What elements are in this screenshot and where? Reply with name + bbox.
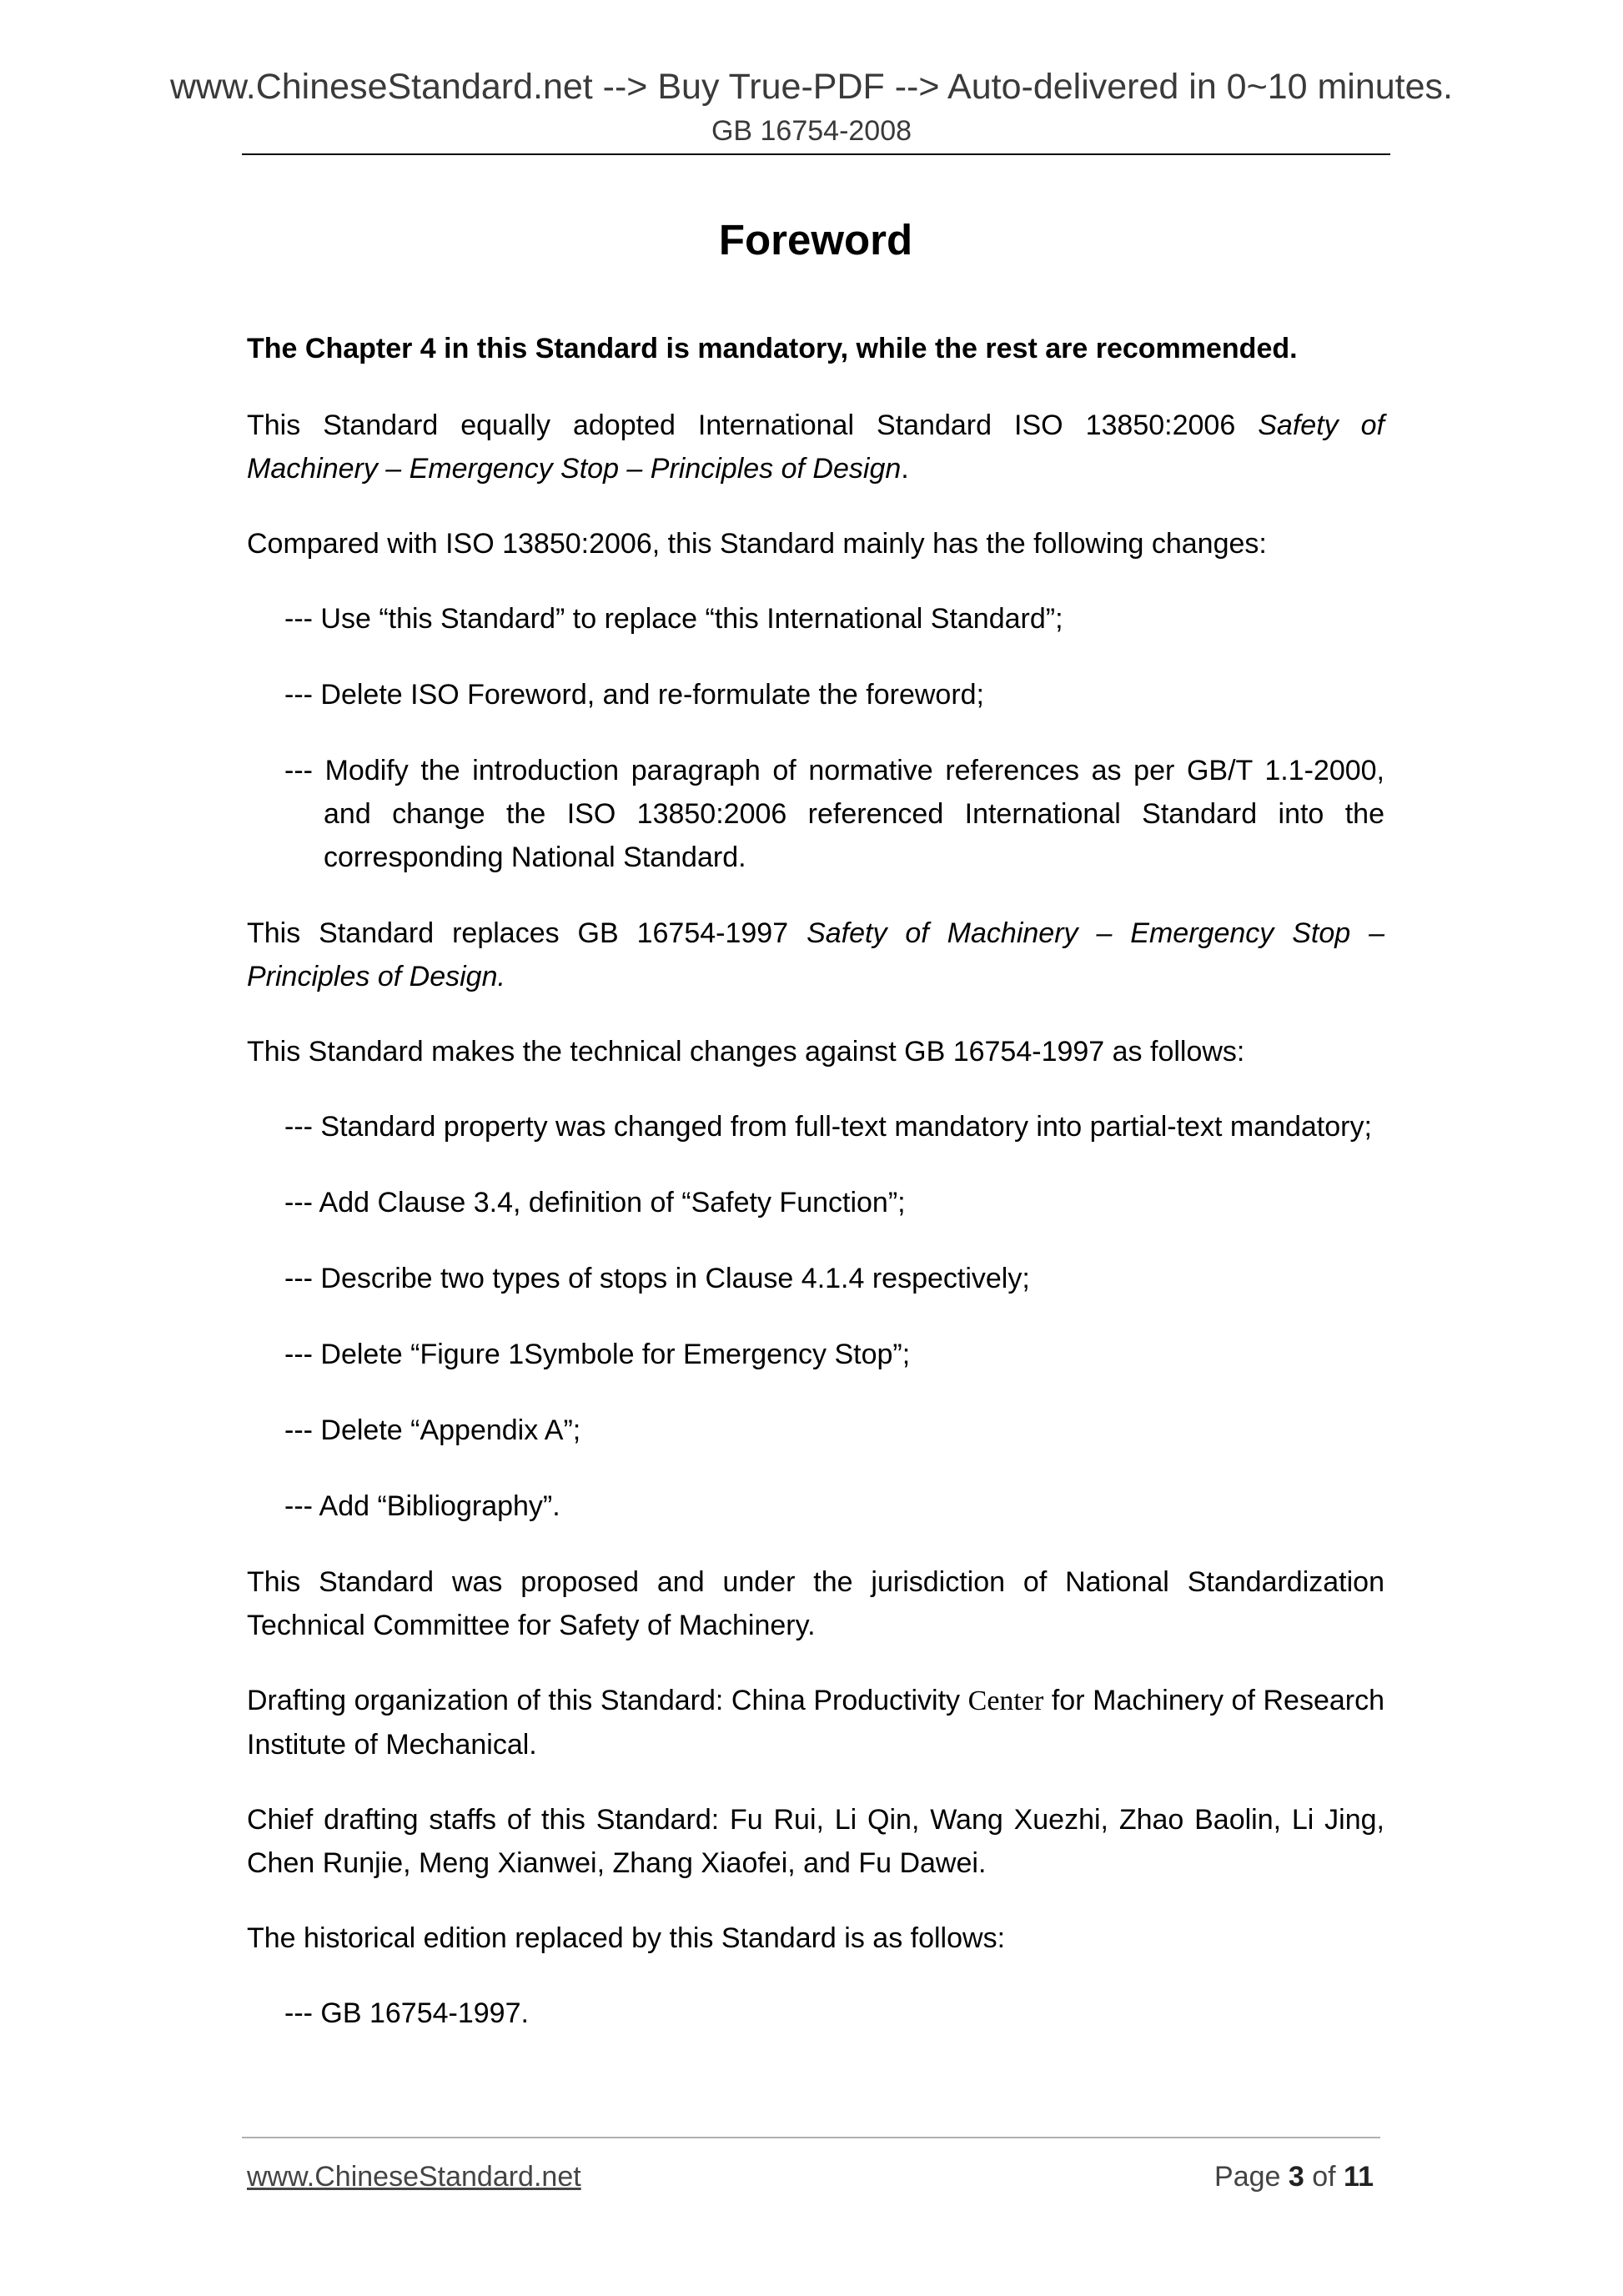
footer-divider: [242, 2137, 1380, 2138]
replacement-paragraph: [247, 912, 1384, 998]
website-link[interactable]: www.ChineseStandard.net: [247, 2161, 581, 2193]
list-item: --- Delete ISO Foreword, and re-formulate the foreword;: [284, 679, 984, 711]
iso-changes-intro: Compared with ISO 13850:2006, this Standard mainly has the following changes:: [247, 528, 1267, 560]
list-item: --- GB 16754-1997.: [284, 1997, 529, 2029]
replacement-text: This Standard replaces GB 16754-1997: [247, 917, 807, 949]
list-item: --- Delete “Figure 1Symbole for Emergency Stop”;: [284, 1339, 911, 1370]
list-item: --- Delete “Appendix A”;: [284, 1414, 581, 1446]
replaced-standard-title: Safety of Machinery – Emergency Stop – Principles of Design.: [247, 917, 1384, 992]
drafting-org-text-a: Drafting organization of this Standard: China Productivity: [247, 1685, 968, 1716]
list-item: --- Add “Bibliography”.: [284, 1490, 560, 1522]
adopted-standard-title: Safety of Machinery – Emergency Stop – Principles of Design: [247, 409, 1384, 485]
page-header: [0, 62, 1623, 150]
adoption-text: This Standard equally adopted International Standard ISO 13850:2006: [247, 409, 1259, 441]
drafting-org-text-b: for Machinery of Research Institute of Mechanical.: [247, 1685, 1384, 1761]
drafting-org-center-word: Center: [967, 1686, 1044, 1716]
page-of: of: [1304, 2161, 1344, 2193]
header-divider: [242, 153, 1390, 155]
header-banner: www.ChineseStandard.net --> Buy True-PDF --> Auto-delivered in 0~10 minutes.: [169, 67, 1453, 107]
page-title: Foreword: [718, 216, 913, 264]
jurisdiction-paragraph: This Standard was proposed and under the jurisdiction of National Standardization Technical Committee for Safety of Machinery.: [247, 1566, 1384, 1641]
drafting-staff-paragraph: Chief drafting staffs of this Standard: Fu Rui, Li Qin, Wang Xuezhi, Zhao Baolin, Li Jing, Chen Runjie, Meng Xianwei, Zhang Xiaofei, and Fu Dawei.: [247, 1804, 1384, 1879]
page-label: Page: [1214, 2161, 1289, 2193]
document-body: [247, 200, 1384, 2067]
total-pages: 11: [1344, 2161, 1374, 2193]
page-number: [1214, 2156, 1374, 2198]
technical-changes-intro: This Standard makes the technical changes against GB 16754-1997 as follows:: [247, 1036, 1245, 1068]
current-page: 3: [1288, 2161, 1304, 2193]
list-item: --- Add Clause 3.4, definition of “Safety Function”;: [284, 1187, 906, 1218]
drafting-organization-paragraph: [247, 1679, 1384, 1766]
list-item: --- Standard property was changed from full-text mandatory into partial-text mandatory;: [284, 1111, 1372, 1143]
adoption-end: .: [901, 453, 909, 485]
list-item: --- Use “this Standard” to replace “this International Standard”;: [284, 603, 1063, 635]
list-item: --- Describe two types of stops in Clause 4.1.4 respectively;: [284, 1263, 1030, 1294]
mandatory-statement: The Chapter 4 in this Standard is mandatory, while the rest are recommended.: [247, 333, 1298, 364]
history-intro: The historical edition replaced by this Standard is as follows:: [247, 1922, 1006, 1954]
standard-code: GB 16754-2008: [711, 115, 912, 147]
list-item: --- Modify the introduction paragraph of normative references as per GB/T 1.1-2000, and change the ISO 13850:2006 referenced International Standard into the corresponding National Standard.: [284, 755, 1384, 873]
adoption-paragraph: [247, 404, 1384, 490]
